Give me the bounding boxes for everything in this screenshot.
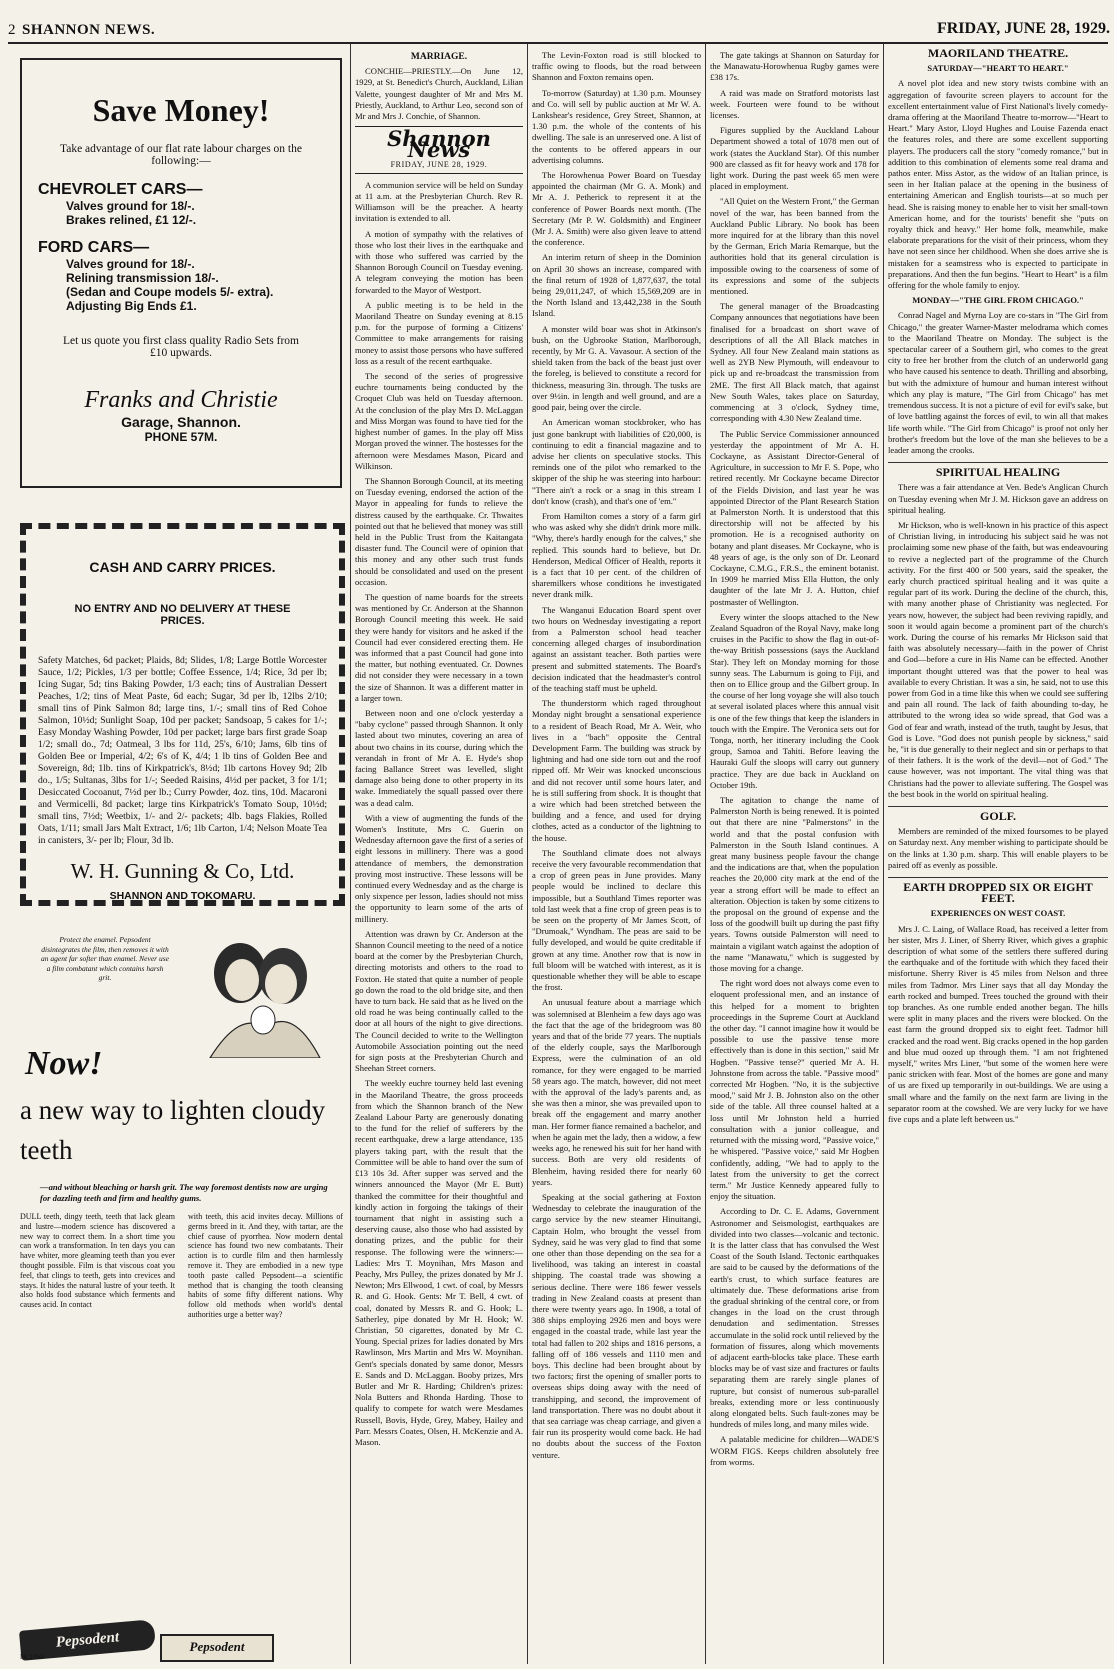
news-item: The Shannon Borough Council, at its meeting on Tuesday evening, endorsed the action of the Mayor in appealing for funds to relieve the distress caused by the earthquake. Cr. Thwaites pointed out that he believed that money was still held in the Public Trust from the Kaitangata disaster fund. The Council were of opinion that this money and any other such trust funds should be consolidated and used on the present occasion. — [355, 475, 523, 587]
news-item: The Horowhenua Power Board on Tuesday appointed the chairman (Mr G. A. Monk) and Mr A. J. Petherick to represent it at the conference of Power Boards next month. (The Secretary (Mr P. W. Goldsmith) and Engineer (Mr J. A. Smith) were also given leave to attend the conference. — [532, 170, 701, 248]
chevrolet-line: Valves ground for 18/-. — [66, 199, 195, 213]
ad-firm-name: Franks and Christie — [84, 387, 278, 413]
section-subheading: EXPERIENCES ON WEST COAST. — [930, 908, 1066, 919]
couple-illustration — [185, 928, 335, 1058]
news-item: The Wanganui Education Board spent over two hours on Wednesday investigating a report from a Palmerston school head teacher concerning alleged charges of insubordination against an assistant teacher. Both parties were present and submitted statements. The Board's decision indicated that the headmaster's control of the teaching staff must be upheld. — [532, 604, 701, 693]
ford-line: Relining transmission 18/-. — [66, 271, 219, 285]
news-item: Speaking at the social gathering at Foxton Wednesday to celebrate the inauguration of the cargo service by the new steamer Hinuitangi, Captain Holm, who brought the vessel from Sydney, said he was very glad to find that some one other than those depending on the sea for a livelihood, was taking an interest in coastal shipping. The coastal trade was showing a serious decline. There were 186 fewer vessels trading in New Zealand coasts at present than there were twenty years ago. In 1908, a total of 388 ships employing 2926 men and boys were engaged in the coastal trade, while last year the total had fallen to 202 ships and 1816 persons, a falling off of 186 vessels and 1110 men and boys. This decline had been brought about by two factors; first the opening of smaller ports to overseas ships doing away with the need of transhipping, and second, the improvement of land transportation. There was no doubt about it that sea carriage was cheap carriage, and given a fair run its prosperity would come back. He had no doubts about the success of the Foxton venture. — [532, 1191, 701, 1460]
news-item: A communion service will be held on Sunday at 11 a.m. at the Presbyterian Church. Rev R. Williamson will be the preacher. A hearty invitation is extended to all. — [355, 179, 523, 224]
news-item: Between noon and one o'clock yesterday a "baby cyclone" passed through Shannon. It only lasted about two minutes, covering an area of about two chains in its course, during which the verandah in front of Mr A. E. Hyde's shop facing Ballance Street was levelled, slight damage also being done to other property in its wake. Immediately the squall passed over there was a dead calm. — [355, 707, 523, 808]
news-item: To-morrow (Saturday) at 1.30 p.m. Mounsey and Co. will sell by public auction at Mr W. A. Lankshear's residence, Grey Street, Shannon, at 1.30 p.m. the whole of the contents of his dwelling. The sale is an unreserved one. A list of the contents to be offered appears in our advertising columns. — [532, 87, 701, 165]
marriage-heading: MARRIAGE. — [410, 52, 468, 62]
ad-headline: a new way to lighten cloudy teeth — [20, 1095, 326, 1165]
toothpaste-box — [160, 1634, 274, 1662]
masthead: Shannon News — [387, 126, 491, 163]
news-item: A novel plot idea and new story twists combine with an aggregation of favourite screen players to account for the excellent entertainment value of First National's lively comedy-drama offering at the Maoriland Theatre to-morrow—"Heart to Heart." Mary Astor, Lloyd Hughes and Louise Fazenda enact the features roles, and there are some excellent supporting players. The producers call the story "comedy romance," but in addition to this combination of elements some real drama and pathos enter. Miss Astor, as the widow of an Italian prince, is seen in her Italian palace at the opening in the business of entertaining American and English tourists—at so much per head. She is raising money to enable her to visit her small-town American home, and for the tourists' benefit she "puts on royalty thick and heavy." Her home folk, meanwhile, make elaborate preparations for the visit of their princess, whom they have not seen since her childhood. When she does arrive she is mistaken for a seamstress who is expected to participate in preparations. And then the fun begins. "Heart to Heart" is a film offering for the whole family to enjoy. — [888, 78, 1108, 291]
news-item: With a view of augmenting the funds of the Women's Institute, Mrs C. Guerin on Wednesday afternoon gave the first of a series of eight lessons in millinery. There was a good attendance of members, the demonstration proving most instructive. These lessons will be continued every Wednesday and as the charge is only sixpence per lesson, ladies should not miss the opportunity to learn some of the arts of millinery. — [355, 812, 523, 924]
section-subheading: MONDAY—"THE GIRL FROM CHICAGO." — [912, 295, 1084, 306]
news-item: The question of name boards for the streets was mentioned by Cr. Anderson at the Shannon Borough Council meeting this week. He said they were handy for visitors and he asked if the Council had ever considered erecting them. He was informed that a past Council had gone into the matter, but nothing eventuated. Cr. Downes did not consider they were necessary in a town the size of Shannon. It was a different matter in a larger town. — [355, 591, 523, 703]
ad-caption: Protect the enamel. Pepsodent disintegrates the film, then removes it with an agent far softer than enamel. Never use a film combatant which contains harsh grit. — [41, 935, 169, 982]
price-list: Safety Matches, 6d packet; Plaids, 8d; Slides, 1/8; Large Bottle Worcester Sauce, 1/2; Pickles, 1/3 per bottle; Coffee Essence, 1/4; Rice, 3d per lb; Icing Sugar, 5d; tins Baking Powder, 1/3 each; tins of Australian Dessert Peaches, 1/2; tins of Meat Paste, 6d each; Sugar, 3d per lb, 12lbs 2/10; small tins of Pink Salmon 8d; large tins, 1/-; small tins of Red Cohoe Salmon, 10½d; Sunlight Soap, 10d per packet; Sandsoap, 5 cakes for 1/-; Easy Monday Washing Powder, 10d per packet; large bars first grade Soap 1/2; small do., 7d; Oatmeal, 3 lbs for 11d, 25's, 6/10; Jams, 6lb tins of Golden Bee or Imperial, 4/2; 6's of K, 4/4; 1 lb tins of Golden Bee and Sovereign, 8d; 1lb. tins of Kirkpatrick's, 8½d; 1lb cartons Hovey 9d; 2lb do., 1/5; Sultanas, 3lbs for 1/-; Seeded Raisins, 4½d per packet, 3 for 1/1; Desiccated Cocoanut, 7½d per lb.; Curry Powder, 4oz. tins, 10d. Macaroni and Vermicelli, 8d packet; large tins Kirkpatrick's Tomato Soup, 10½d; small tins, 7½d; Weetbix, 1/- and 2/- packets; 4lb. bags Flakies, Rolled Oats, 1/11; small Jars Malt Extract, 1/6; 1lb Carton, 1/4; Nelson Moate Tea in canisters, 3/- per lb; Flour, 3d lb. — [38, 655, 327, 846]
section-heading: EARTH DROPPED SIX OR EIGHT FEET. — [888, 877, 1108, 904]
masthead-date: FRIDAY, JUNE 28, 1929. — [390, 159, 488, 169]
ad-gunning — [20, 523, 345, 906]
news-item: The agitation to change the name of Palmerston North is being renewed. It is pointed out that there are nine "Palmerstons" in the world and that the postal confusion with Palmerston in the South Island continues. A great many business people favour the change and the indications are that, when the population reaches the 20,000 city mark at the end of the year a strong effort will be made to effect an alteration. Objection is taken by some citizens to the proposal on the ground of expense and the loss of the goodwill built up during the past fifty years. Towns outside Palmerston will need to maintain a vigilant watch against the adoption of the name "Manawatu," which is suggested by those moving for a change. — [710, 795, 879, 974]
section-heading: GOLF. — [888, 806, 1108, 822]
ad-intro: Take advantage of our flat rate labour charges on the following:— — [60, 143, 302, 167]
news-item: A palatable medicine for children—WADE'S WORM FIGS. Keeps children absolutely free from worms. — [710, 1434, 879, 1467]
page-number: 2 — [8, 22, 16, 38]
ad-firm-name: W. H. Gunning & Co, Ltd. — [70, 859, 295, 883]
ad-subtitle: NO ENTRY AND NO DELIVERY AT THESE PRICES. — [74, 603, 291, 627]
news-item: A monster wild boar was shot in Atkinson's bush, on the Ugbrooke Station, Marlborough, recently, by Mr G. A. Vavasour. A section of the shield taken from the back of the beast just over the foreleg, is believed to constitute a record for thickness, measuring 3in. through. The tusks are over 9½in. in length and well ground, and are a good pair, being over the circle. — [532, 323, 701, 413]
news-item: "All Quiet on the Western Front," the German novel of the war, has been banned from the Auckland Public Library. No book has been more inquired for at the library than this novel by the German, Erich Maria Remarque, but the authorities hold that its general circulation is impossible owing to the coarseness of some of its expressions and some of the subjects mentioned. — [710, 196, 879, 297]
ad-pepsodent — [10, 920, 348, 1665]
column-rule — [705, 44, 706, 1664]
ad-garage: Garage, Shannon. — [121, 414, 241, 430]
ad-now: Now! — [25, 1045, 103, 1082]
section-heading: SPIRITUAL HEALING — [888, 462, 1108, 478]
page-date: FRIDAY, JUNE 28, 1929. — [936, 20, 1110, 37]
news-item: Every winter the sloops attached to the New Zealand Squadron of the Royal Navy, make long cruises in the Pacific to show the flag in out-of-the-way British possessions (says the Auckland Star). They left on Monday morning for those sunny seas. The Laburnum is going to Fiji, and then on to Ellice group and the Gilbert group. In the course of her long voyage she will also touch at several isolated places where this annual visit is one of the few things that keep the islanders in touch with the Empire. The Veronica sets out for Tonga, north, her itinerary including the Cook group, Samoa and Tahiti. Before leaving the Hauraki Gulf the sloops will carry out gunnery practice. They are due back in Auckland on October 19th. — [710, 611, 879, 790]
ford-title: FORD CARS— — [38, 239, 150, 256]
column-rule — [350, 44, 351, 1664]
news-item: The Levin-Foxton road is still blocked to traffic owing to floods, but the road between Shannon and Foxton remains open. — [532, 50, 701, 83]
news-item: The second of the series of progressive euchre tournaments being conducted by the Croquet Club was held on Tuesday afternoon. At the conclusion of the play Mrs D. McLaggan and Miss Morgan was found to have tied for the highest number of games. In the play off Miss Morgan proved the winner. The hostesses for the afternoon were Mesdames Mason, Picard and Wilkinson. — [355, 371, 523, 471]
chevrolet-line: Brakes relined, £1 12/-. — [66, 213, 197, 227]
news-item: A motion of sympathy with the relatives of those who lost their lives in the earthquake and with those who suffered was carried by the Shannon Borough Council on Tuesday evening. A telegram conveying the motion has been forwarded to the Mayor of Westport. — [355, 228, 523, 295]
news-item: The Southland climate does not always receive the very favourable recommendation that a crop of green peas in June provides. Many people would be inclined to declare this impossible, but a Southland Times reporter was told last week that a fine crop of green peas is to be seen on the property of Mr James Scott, of "Drumoak," Wyndham. The peas are said to be fully developed, and would be quite creditable if grown at any time. Another row that is now in full bloom will be watched with interest, as it is questionable whether they will be able to escape the frost. — [532, 847, 701, 993]
news-item: Conrad Nagel and Myrna Loy are co-stars in "The Girl from Chicago," the greater Warner-Master melodrama which comes to the Maoriland Theatre on Monday. The subject is the spectacular career of a Southern girl, who comes to the great city to free her brother from the clutch of an underworld gang who have caused his sentence to death. Thrilling and absorbing, but with the admixture of humour and human interest without which any play is mature, "The Girl from Chicago" has met tremendous success. It is not a picture of evil for evil's sake, but of love battling against the forces of evil, to win all that makes life worth while. "The Girl from Chicago" is proof not only her brother's freedom but the love of the man she believes to be a leader among the crooks. — [888, 310, 1108, 455]
news-item: The gate takings at Shannon on Saturday for the Manawatu-Horowhenua Rugby games were £38 17s. — [710, 50, 879, 83]
news-item: The Public Service Commissioner announced yesterday the appointment of Mr A. H. Cockayne, as Assistant Director-General of Agriculture, in succession to Mr F. S. Pope, who retired recently. Mr Cockayne became Director of the Fields Division, and last year he was appointed Director of the Plant Research Station at Palmerston North. It is understood that this directorship will not be affected by his promotion. He is a recognised authority on botany and plant diseases. Mr Cockayne, who is 48 years of age, is the only son of Dr. Leonard Cockayne, C.M.G., F.R.S., the eminent botanist. In 1909 he married Miss Ella Hutton, the only daughter of the late Mr J. A. Hutton, chief postmaster of Wellington. — [710, 428, 879, 607]
news-item: The thunderstorm which raged throughout Monday night brought a sensational experience to a resident of Beach Road, Mr A. Weir, who lives in a "bach" opposite the Central Development Farm. The building was struck by lightning and had one side torn out and the roof ripped off. Mr Weir was knocked unconscious and did not recover until some hours later, and he is still suffering from shock. It is thought that a wire which had been stretched between the building and a fence, and used for drying clothes, acted as a conductor of the lightning to the house. — [532, 698, 701, 843]
news-item: According to Dr. C. E. Adams, Government Astronomer and Seismologist, earthquakes are divided into two classes—volcanic and tectonic. It is the latter class that has convulsed the West Coast of the South Island. Tectonic earthquakes are said to be caused by the deformations of the earth's crust, to which surface features are ultimately due. These deformations arise from the gradual shrinking of the central core, or from changes in the load on the crust through denudation and sedimentation. Stresses accumulate in the solid rock until relieved by the formation of fissures, along which movements of adjacent earth-blocks take place. These earth blocks may be of vast size and fractures or faults separating them are rarely single planes of rupture, but consist of numerous sub-parallel breaks, extending more or less continuously along elongated belts. Such fault-zones may be hundreds of miles long, and many miles wide. — [710, 1206, 879, 1430]
column-5 — [710, 50, 879, 1662]
news-item: From Hamilton comes a story of a farm girl who was asked why she didn't drink more milk. "Why, there's hardly enough for the calves," she replied. This sounds hard to believe, but Dr. Henderson, Medical Officer of Health, reports it is a fact that 10 per cent. of the children of sharemilkers whose conditions he investigated never drank milk. — [532, 510, 701, 600]
news-item: An American woman stockbroker, who has just gone bankrupt with liabilities of £20,000, is continuing to edit a financial magazine and to advise her clients on speculative stocks. This reminds one of the pilot who remarked to the skipper of the ship he was steering into harbour: "There ain't a rock or a snag in this stream I don't know (crash), and that's one of 'em." — [532, 417, 701, 506]
column-3 — [355, 50, 523, 1662]
news-item: There was a fair attendance at Ven. Bede's Anglican Church on Tuesday evening when Mr J. M. Hickson gave an address on spiritual healing. — [888, 482, 1108, 515]
column-6 — [888, 46, 1108, 1662]
news-item: An unusual feature about a marriage which was solemnised at Blenheim a few days ago was the fact that the age of the bridegroom was 80 years and that of the bride 77 years. The nuptials of the elderly couple, says the Marlborough Express, were the culmination of an old romance, for they were engaged to be married 58 years ago. The match, however, did not meet with the approval of the lady's parents and, as she was then a minor, she was prevailed upon to break off the engagement and marry another man. Her former fiance remained a bachelor, and when he again met the lady, then a widow, a few weeks ago, he renewed his suit for her hand with success. Both are very old residents of Blenheim, having resided there for nearly 60 years. — [532, 997, 701, 1187]
section-subheading: SATURDAY—"HEART TO HEART." — [927, 63, 1069, 74]
news-item: An interim return of sheep in the Dominion on April 30 shows an increase, compared with the final return of 1928 of 1,877,637, the total being 29,011,247, of which 15,569,209 are in the North Island and 13,442,238 in the South Island. — [532, 252, 701, 319]
news-item: Attention was drawn by Cr. Anderson at the Shannon Council meeting to the need of a notice board at the corner by the Presbyterian Church, directing motorists and others to the road to Foxton. He stated that quite a number of people go down the road to the old bridge site, and then have to turn back. He said that as he lived on the old road he was being continually called to the door at all hours of the night to give directions. The Council decided to write to the Wellington Automobile Association pointing out the need for sign posts at the Presbyterian Church and Sheehan Street corners. — [355, 928, 523, 1074]
news-item: Mrs J. C. Laing, of Wallace Road, has received a letter from her sister, Mrs J. Liner, of Sherry River, which gives a graphic description of what some of the settlers there suffered during the earthquake and of the fortitude with which they faced their misfortune. Sherry River is 45 miles from Nelson and three miles from Tadmor. Mrs Liner says that all day Monday the earth rocked and bumped. Trees touched the ground with their top branches. As one rumble ended another began. The hills were split in many places and the rivers were blocked. On the east farm the ground dropped six to eight feet. Tadmor hill cracked and the road went. Big cracks opened in the hop garden and blue mud oozed up through them. "I am not frightened myself," writes Mrs Liner, "but some of the women here were panic stricken with fear. Most of the homes are gone and many of us are fixed up temporarily in out-buildings. We are using a small whare and the family on the next farm are living in the separator room at the cowshed. We are very lucky for we have five cups and a plate left between us." — [888, 923, 1108, 1125]
news-item: A raid was made on Stratford motorists last week. Fourteen were found to be without licenses. — [710, 87, 879, 121]
column-4 — [532, 50, 701, 1662]
ford-line: Adjusting Big Ends £1. — [66, 299, 197, 313]
ad-body-right: with teeth, this acid invites decay. Millions of germs breed in it. And they, with tartar, are the chief cause of pyorrhea. Now modern dental science has found two new combatants. Their action is to curdle film and then harmlessly remove it. They are embodied in a new type tooth paste called Pepsodent—a scientific method that is changing the tooth cleansing habits of some fifty different nations. Why follow old methods when world's dental authorities urge a better way? — [188, 1212, 343, 1319]
chevrolet-title: CHEVROLET CARS— — [38, 181, 203, 198]
ad-franks-christie — [20, 58, 342, 488]
ad-title: CASH AND CARRY PRICES. — [89, 559, 276, 575]
news-item: Mr Hickson, who is well-known in his practice of this aspect of Christian living, in introducing his subject said he was not proclaiming some new phase of the faith, but was endeavouring to revive a neglected part of the programme of the Church activity. For the first 400 or 500 years, said the speaker, the early church practiced spiritual healing and it was quite a regular part of its work. During the decline of the church, this, with many another phase of Christianity was neglected. For years now, however, the subject had been reviving rapidly, and soon it would again become a prominent part of the church's work. During the course of his remarks Mr Hickson said that faith was absolutely necessary—faith in the power of Christ and God—before a cure in His Name can be effected. Another important thought uttered was that the power to heal was available to every Christian. It was a sin, he said, not to use this power from God in a time like this when we could see suffering and pain all round. The lack of faith abounding to-day, he attributed to the wrong idea so wide spread, that God was a God of fear and wrath, instead of the truth, taught by Jesus, that God is Love. "God does not punish people by sickness," said he, "it is due generally to their neglect and sin or perhaps to that of their fathers. It is the work of the devil—not of God." The cause however, was not important. The vital thing was that Christians had the power to alleviate suffering. The Gospel was the best book in the world on spiritual healing. — [888, 519, 1108, 799]
news-item: A public meeting is to be held in the Maoriland Theatre on Sunday evening at 8.15 p.m. for the purpose of forming a Citizens' Committee to make arrangements for raising money to assist those persons who have suffered loss as a result of the recent earthquake. — [355, 299, 523, 366]
page-paper-name: SHANNON NEWS. — [22, 22, 156, 38]
masthead-box — [355, 126, 523, 174]
marriage-notice: CONCHIE—PRIESTLY.—On June 12, 1929, at St. Benedict's Church, Auckland, Lilian Valette, youngest daughter of Mr and Mrs M. Priestly, Auckland, to Arthur Leo, second son of Mr and Mrs J. Conchie, of Shannon. — [355, 66, 523, 122]
section-heading: MAORILAND THEATRE. — [927, 46, 1069, 60]
ad-phone: PHONE 57M. — [144, 430, 218, 444]
news-item: Figures supplied by the Auckland Labour Department showed a total of 1078 men out of work (states the Auckland Star). Of this number 900 are classed as fit for heavy work and 178 for light work. During the past week 65 men were placed in employment. — [710, 125, 879, 192]
news-item: The weekly euchre tourney held last evening in the Maoriland Theatre, the gross proceeds from which the Shannon branch of the New Zealand Labour Party are generously donating to the fund for the relief of sufferers by the recent earthquake, drew a large attendance, 135 players taking part, with the result that the Committee will be able to hand over the sum of £13 10s 3d. After supper was served and the winners announced the Mayor (Mr E. Butt) thanked the committee for their thoughtful and kindly action in forgoing the takings of their tournament that night in assisting such a deserving cause, also those who had assisted by donating prizes, and the public for their response. The following were the winners:—Ladies: Mrs T. Moynihan, Mrs Mason and Peachy, Mrs Pulley, the prizes donated by Mr J. Newton; Mrs Ellwood, 1 cwt. of coal, by Messrs R. and G. Hook. Gents: Mr T. Bell, 4 cwt. of coal, donated by Messrs R. and G. Hook; L. Satherley, pipe donated by Mr H. Hook; W. Christian, 50 cigarettes, donated by Mr C. Young. Special prizes for ladies donated by Mrs Rawlinson, Mrs Martin and Mrs W. Moynihan. Gent's specials donated by same donor, Messrs E. Sands and D. McLaggan. Booby prizes, Mrs Butler and Mr R. Harding; Children's prizes: Nola Butters and Rhonda Harding. Those to qualify to compete for watch were Mesdames Russell, Bovis, Hyde, Grey, Mabey, Hailey and Parr. Messrs Coates, Olsen, H. McKenzie and A. Mason. — [355, 1078, 523, 1447]
ad-body-left: DULL teeth, dingy teeth, teeth that lack gleam and lustre—modern science has discovered a new way to correct them. In a short time you can work a transformation. In ten days you can have whiter, more gleaming teeth than you ever thought possible. Film is that viscous coat you feel, that clings to teeth, gets into crevices and stays. It hides the natural lustre of your teeth. It also holds food substance which ferments and causes acid. In contact — [20, 1212, 175, 1310]
column-rule — [883, 44, 884, 1664]
ad-code: NC1860 — [20, 1653, 44, 1661]
news-item: The general manager of the Broadcasting Company announces that negotiations have been finalised for a broadcast on short wave of descriptions of all the All Black matches in Sydney. All four New Zealand main stations as well as 2YB New Plymouth, will endeavour to pick up and re-broadcast the transmission from 2ME. The first All Black match, that against New South Wales, takes place on Saturday, commencing at 3 o'clock, Sydney time, corresponding with 4.30 New Zealand time. — [710, 301, 879, 424]
tube-label: Pepsodent — [55, 1629, 120, 1651]
ad-location: SHANNON AND TOKOMARU. — [109, 890, 256, 902]
column-rule — [527, 44, 528, 1664]
ford-line: (Sedan and Coupe models 5/- extra). — [66, 285, 274, 299]
news-item: Members are reminded of the mixed foursomes to be played on Saturday next. Any member wishing to participate should be on the links at 1.30 p.m. sharp. This will enable players to be paired off as evenly as possible. — [888, 826, 1108, 870]
header-rule — [8, 42, 1108, 44]
ad-headline: Save Money! — [92, 92, 270, 128]
ad-tagline: —and without bleaching or harsh grit. The way foremost dentists now are urging for dazzling teeth and firm and healthy gums. — [40, 1182, 328, 1203]
box-label: Pepsodent — [189, 1639, 245, 1654]
ad-radio: Let us quote you first class quality Radio Sets from £10 upwards. — [62, 335, 300, 359]
news-item: The right word does not always come even to eloquent professional men, and an instance of this helped for a moment to brighten proceedings in the Supreme Court at Auckland the other day. "I cannot imagine how it would be possible to use the passive tense more effectively than is done in this section," said Mr Hogben. "Passive tense?" queried Mr A. H. Johnstone from across the table. "Passive mood" corrected Mr Hogben. "No, it is the subjective mood," said Mr J. B. Johnston also on the other side of the table. All three counsel halted at a loss until Mr Johnston held a hurried consultation with a junior colleague, and returned with the missing word, "Passive voice," he whispered. "Passive voice," said Mr Hogben confidently, adding, "We had to apply to the latest from the university to get the correct term." Mr Justice Kennedy appeared fully to enjoy the situation. — [710, 978, 879, 1202]
ford-line: Valves ground for 18/-. — [66, 257, 195, 271]
